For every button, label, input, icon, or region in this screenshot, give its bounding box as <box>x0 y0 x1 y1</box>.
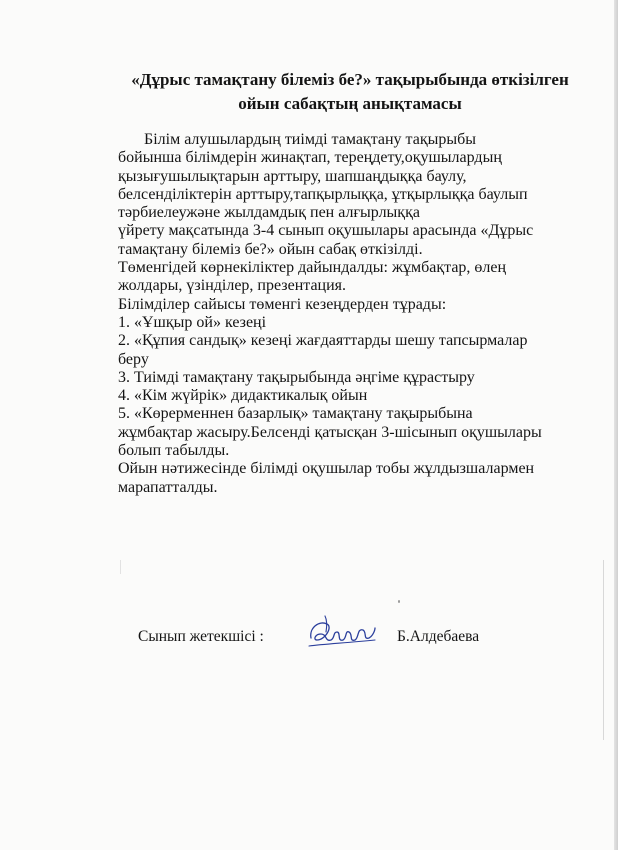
list-item: 4. «Кім жүйрік» дидактикалық ойын <box>118 387 368 405</box>
list-item-continuation: беру <box>118 350 149 368</box>
signature-name: Б.Алдебаева <box>397 628 480 645</box>
body-line: Білімділер сайысы төменгі кезеңдерден тұрады: <box>118 295 447 313</box>
body-line: марапатталды. <box>118 478 218 496</box>
body-line: тәрбиелеужәне жылдамдық пен алғырлыққа <box>118 204 420 222</box>
scan-edge-line <box>603 560 604 740</box>
scan-speck <box>398 600 400 603</box>
title-line: «Дұрыс тамақтану білеміз бе?» тақырыбында өткізілген <box>131 70 569 89</box>
signature-label: Сынып жетекшісі : <box>138 628 264 645</box>
title-line: ойын сабақтың анықтамасы <box>238 94 462 113</box>
list-item-continuation: жұмбақтар жасыру.Белсенді қатысқан 3-шісынып оқушылары <box>118 423 542 441</box>
document-title <box>110 68 590 116</box>
body-line: Білім алушылардың тиімді тамақтану тақырыбы <box>144 131 477 148</box>
list-item: 5. «Көрерменнен базарлық» тамақтану тақырыбына <box>118 405 473 423</box>
body-line: қызығушылықтарын арттыру, шапшаңдыққа баулу, <box>118 167 467 185</box>
document-body <box>118 131 542 497</box>
body-line: белсенділіктерін арттыру,тапқырлыққа, ұтқырлыққа баулып <box>118 185 528 203</box>
body-line: бойынша білімдерін жинақтап, тереңдету,оқушылардың <box>118 149 502 167</box>
scan-speck <box>120 560 121 574</box>
list-item: 1. «Ұшқыр ой» кезеңі <box>118 313 267 331</box>
list-item: 2. «Құпия сандық» кезеңі жағдаяттарды шешу тапсырмалар <box>118 332 528 350</box>
scan-edge <box>614 0 618 850</box>
list-item: 3. Тиімді тамақтану тақырыбында әңгіме құрастыру <box>118 368 475 386</box>
body-line: болып табылды. <box>118 442 230 460</box>
body-line: жолдары, үзінділер, презентация. <box>118 277 347 295</box>
body-line: Ойын нәтижесінде білімді оқушылар тобы жұлдызшалармен <box>118 460 535 478</box>
body-line: тамақтану білеміз бе?» ойын сабақ өткізілді. <box>118 240 423 258</box>
handwritten-signature <box>305 610 379 654</box>
body-line: Төменгідей көрнекіліктер дайындалды: жұмбақтар, өлең <box>118 259 507 277</box>
body-line: үйрету мақсатында 3-4 сынып оқушылары арасында «Дұрыс <box>118 222 534 240</box>
